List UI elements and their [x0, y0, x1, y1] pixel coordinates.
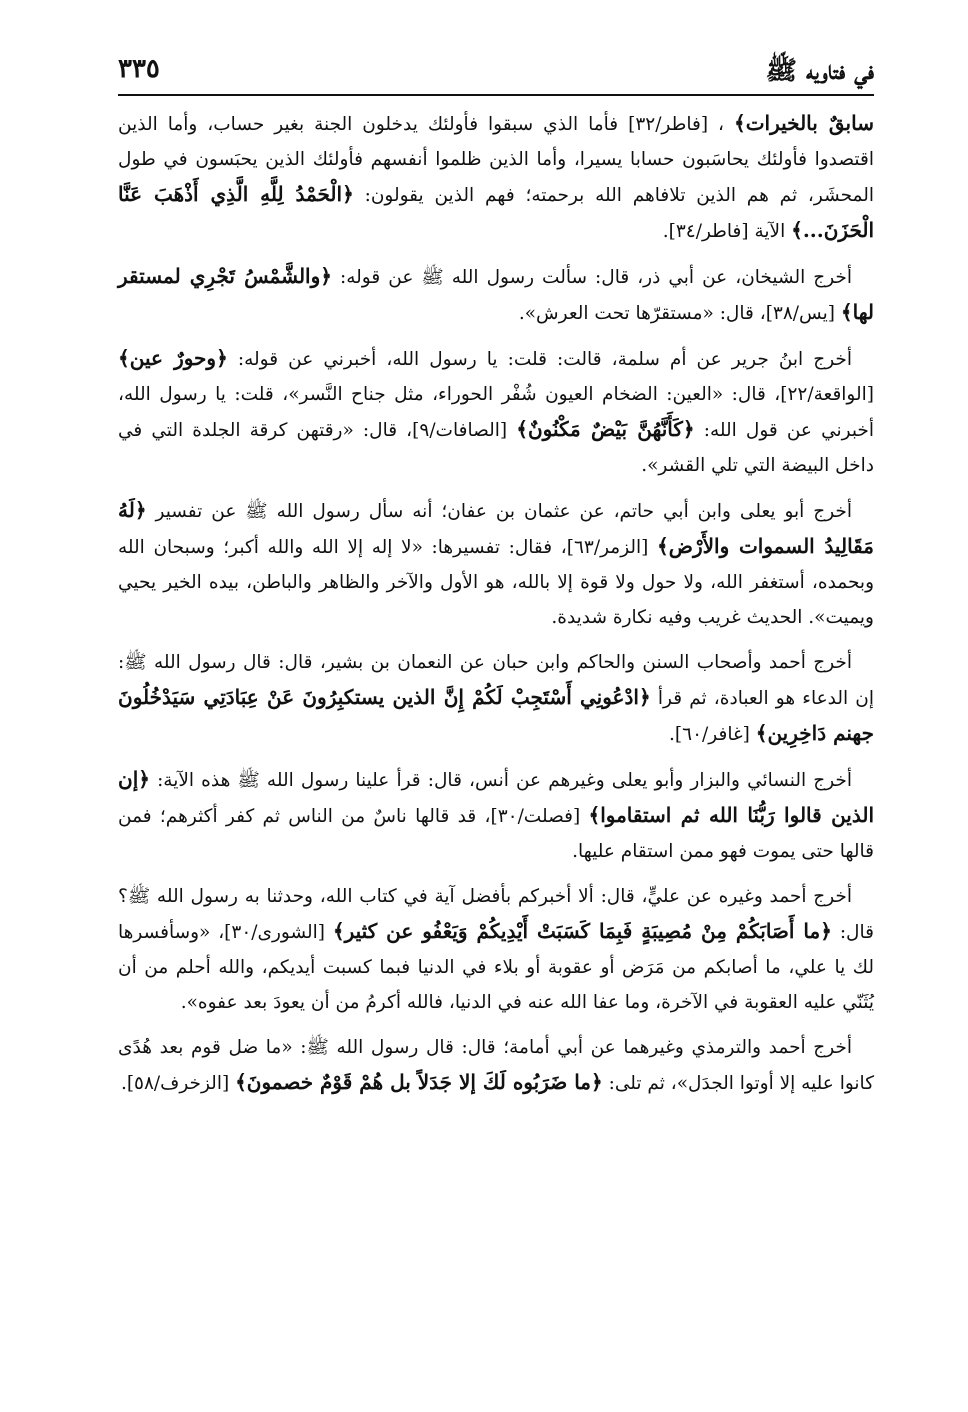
quran-verse: ﴿ما ضَرَبُوه لَكَ إلا جَدَلاً بل هُمْ قَوْمٌ خصمونَ﴾ — [235, 1070, 603, 1094]
paragraph — [118, 493, 874, 635]
text-segment: أخرج أحمد وأصحاب السنن والحاكم وابن حبان عن النعمان بن بشير، قال: قال رسول الله ﷺ: إن الدعاء هو العبادة، ثم قرأ — [118, 652, 874, 709]
page-body — [118, 106, 874, 1101]
text-segment: [غافر/٦٠]. — [669, 724, 756, 745]
quran-verse: سابقٌ بالخيرات﴾ — [733, 111, 874, 135]
paragraph — [118, 106, 874, 249]
text-segment: [الزخرف/٥٨]. — [120, 1073, 236, 1094]
page-number: ٣٣٥ — [118, 54, 160, 84]
text-segment: [الواقعة/٢٢]، قال: «العين: الضخام العيون شُفْر الحوراء، مثل جناح النَّسر»، قلت: يا رسول الله، أخبرني عن قول الله: — [118, 384, 875, 441]
chapter-title: في فتاويه ﷺ — [765, 56, 874, 86]
quran-verse: ﴿ما أَصَابَكُمْ مِنْ مُصِيبَةٍ فَبِمَا كَسَبَتْ أَيْدِيكُمْ وَيَعْفُو عن كثير﴾ — [332, 919, 832, 943]
quran-verse: ﴿وحورٌ عين﴾ — [118, 346, 228, 370]
quran-verse: ﴿والشَّمْسُ تَجْرِي لمستقر لها﴾ — [118, 264, 874, 324]
quran-verse: ﴿كَأَنَّهُنَّ بَيْضٌ مَكْنُونٌ﴾ — [516, 417, 695, 441]
text-segment: أخرج النسائي والبزار وأبو يعلى وغيرهم عن أنس، قال: قرأ علينا رسول الله ﷺ هذه الآية: — [149, 770, 852, 791]
text-segment: أخرج أحمد وغيره عن عليٍّ، قال: ألا أخبركم بأفضل آية في كتاب الله، وحدثنا به رسول الله ﷺ؟ قال: — [118, 886, 874, 943]
text-segment: أخرج الشيخان، عن أبي ذر، قال: سألت رسول الله ﷺ عن قوله: — [332, 267, 852, 288]
text-segment: أخرج أحمد والترمذي وغيرهما عن أبي أمامة؛ قال: قال رسول الله ﷺ: «ما ضل قوم بعد هُدًى كانوا عليه إلا أوتوا الجدَل»، ثم تلى: — [118, 1037, 874, 1094]
text-segment: ، [فاطر/٣٢] فأما الذي سبقوا فأولئك يدخلون الجنة بغير حساب، وأما الذين اقتصدوا فأولئك يحاسَبون حسابا يسيرا، وأما الذين ظلموا أنفسهم فأولئك الذين يحبَسون في طول المحشَر، ثم هم الذين تلافاهم الله برحمته؛ فهم الذين يقولون: — [118, 114, 874, 206]
quran-verse: ﴿لَهُ مَقَالِيدُ السموات والأَرْض﴾ — [118, 498, 874, 558]
text-segment: [الشورى/٣٠]، «وسأفسرها لك يا علي، ما أصابكم من مَرَض أو عقوبة أو بلاء في الدنيا فبما كسبت أيديكم، والله أحلم من أن يُثَنّي عليه العقوبة في الآخرة، وما عفا الله عنه في الدنيا، فالله أكرمُ من أن يعودَ بعد عفوه». — [118, 922, 874, 1013]
paragraph — [118, 341, 874, 483]
text-segment: الآية [فاطر/٣٤]. — [662, 221, 792, 242]
text-segment: [فصلت/٣٠]، قد قالها ناسٌ من الناس ثم كفر أكثرهم؛ فمن قالها حتى يموت فهو ممن استقام عليها. — [118, 806, 874, 862]
text-segment: أخرج ابنُ جرير عن أم سلمة، قالت: قلت: يا رسول الله، أخبرني عن قوله: — [227, 349, 852, 370]
text-segment: أخرج أبو يعلى وابن أبي حاتم، عن عثمان بن عفان؛ أنه سأل رسول الله ﷺ عن تفسير — [146, 501, 852, 522]
paragraph — [118, 259, 874, 331]
book-page — [118, 40, 874, 1111]
paragraph — [118, 645, 874, 752]
running-header — [118, 40, 874, 96]
quran-verse: ﴿ادْعُونِي أَسْتَجِبْ لَكُمْ إِنَّ الذين يستكبِرُونَ عَنْ عِبَادَتِي سَيَدْخُلُونَ جهنم دَاخِرِين﴾ — [118, 685, 874, 745]
text-segment: [الزمر/٦٣]، فقال: تفسيرها: «لا إله إلا الله والله أكبر؛ وسبحان الله وبحمده، أستغفر الله، ولا حول ولا قوة إلا بالله، هو الأول والآخر والظاهر والباطن، بيده الخير يحيي ويميت». الحديث غريب وفيه نكارة شديدة. — [118, 537, 874, 628]
quran-verse: ﴿إن الذين قالوا رَبُّنَا الله ثم استقاموا﴾ — [118, 767, 875, 827]
quran-verse: ﴿الْحَمْدُ لِلَّهِ الَّذِي أَذْهَبَ عَنَّا الْحَزَنَ...﴾ — [118, 182, 874, 242]
paragraph — [118, 762, 874, 869]
text-segment: [يس/٣٨]، قال: «مستقرّها تحت العرش». — [518, 303, 841, 324]
text-segment: [الصافات/٩]، قال: «رقتهن كرقة الجلدة التي في داخل البيضة التي تلي القشر». — [118, 420, 874, 476]
paragraph — [118, 879, 874, 1020]
paragraph — [118, 1030, 874, 1101]
